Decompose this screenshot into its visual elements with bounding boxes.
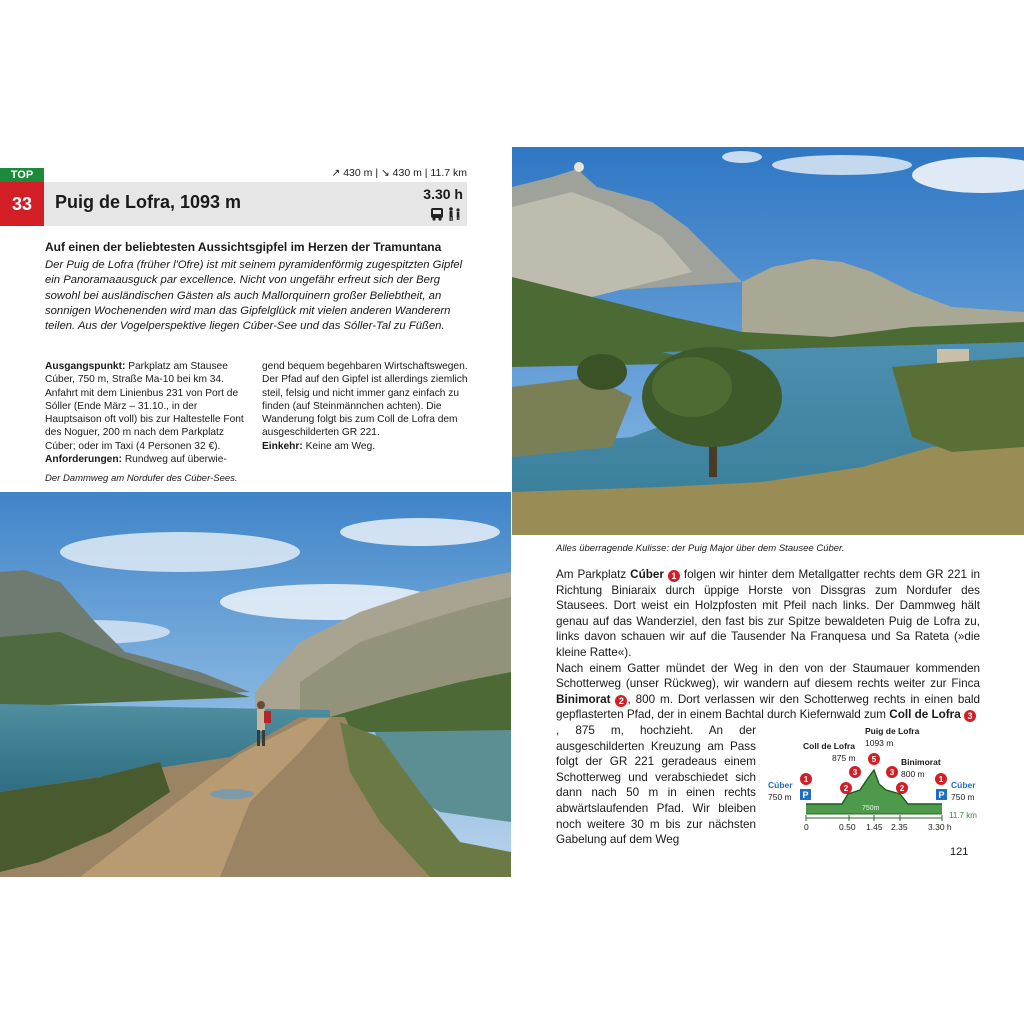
coll-altitude: 875 m: [832, 753, 856, 763]
route-distance: 11.7 km: [949, 811, 977, 820]
binimorat-name: Binimorat: [901, 757, 941, 767]
summit-altitude: 1093 m: [865, 738, 894, 748]
start-label: Ausgangspunkt:: [45, 361, 126, 372]
place-cuber: Cúber: [630, 568, 664, 581]
profile-wp-3b-label: 3: [889, 768, 895, 777]
requirements-continued: gend bequem begehbaren Wirtschaftswegen. Der Pfad auf den Gipfel ist allerdings ziemlich steil, felsig und nicht immer ganz einfach zu finden (auf Steinmännchen achten). Die Wanderung folgt bis zum Coll de Lofra dem ausgeschilderten GR 221.: [262, 361, 468, 439]
x-tick-3: 2.35: [891, 822, 908, 832]
parking-end-label: P: [938, 790, 945, 800]
requirements-label: Anforderungen:: [45, 454, 122, 466]
start-altitude: 750 m: [768, 792, 792, 802]
text-run: , 800 m. Dort verlassen wir den Schotterweg rechts in einen bald gepflasterten Pfad, der in einem Bachtal durch Kiefernwald zum: [556, 692, 981, 722]
profile-wp-1b-label: 1: [938, 775, 944, 784]
bus-hiker-icon: [430, 207, 464, 221]
place-binimorat: Binimorat: [556, 692, 611, 706]
base-altitude-label: 750m: [862, 805, 880, 812]
tour-number-badge: 33: [0, 182, 44, 226]
text-run: , 875 m, hochzieht. An der ausgeschilderten Kreuzung am Pass folgt der GR 221 geradeaus einem Schotterweg und verabschiedet sich dann nach 50 m in einen rechts abwärtslaufenden Pfad. Wir bleiben noch weitere 30 m bis zur nächsten Gabelung auf dem Weg: [556, 724, 756, 847]
tour-duration: 3.30 h: [423, 186, 463, 202]
tour-subtitle: Auf einen der beliebtesten Aussichtsgipfel im Herzen der Tramuntana: [45, 240, 442, 254]
profile-wp-1a-label: 1: [803, 775, 809, 784]
profile-wp-5-label: 5: [871, 755, 877, 764]
tour-intro: Der Puig de Lofra (früher l'Ofre) ist mit seinem pyramidenförmig zugespitzten Gipfel ein Panoramaausguck par excellence. Nicht von ungefähr erfreut sich der Berg sowohl bei ausländischen Gästen als auch Mallorquinern großer Beliebtheit, an sonnigen Wochenenden wird man das Gipfelglück mit vielen anderen Wanderern teilen. Aus der Vogelperspektive liegen Cúber-See und das Sóller-Tal zu Füßen.: [45, 259, 463, 333]
caption-left-photo: Der Dammweg am Nordufer des Cúber-Sees.: [45, 473, 238, 484]
requirements-text: Rundweg auf überwie-: [124, 454, 227, 466]
route-description-continued: [556, 723, 756, 847]
waypoint-3-marker: 3: [964, 710, 976, 722]
top-badge: TOP: [0, 168, 44, 182]
refreshment-text: Keine am Weg.: [305, 440, 376, 452]
info-column-left: [45, 360, 252, 466]
end-altitude: 750 m: [951, 792, 975, 802]
x-tick-4: 3.30 h: [928, 822, 952, 832]
transport-icons: [430, 207, 464, 224]
tour-stats: ↗ 430 m | ↘ 430 m | 11.7 km: [331, 167, 467, 179]
binimorat-altitude: 800 m: [901, 769, 925, 779]
caption-right-photo: Alles überragende Kulisse: der Puig Major über dem Stausee Cúber.: [556, 543, 845, 554]
paragraph-2: [556, 661, 980, 723]
elevation-profile: [762, 722, 982, 837]
coll-name: Coll de Lofra: [803, 741, 855, 751]
tour-title: Puig de Lofra, 1093 m: [55, 192, 242, 212]
paragraph-1: [556, 567, 980, 661]
x-tick-2: 1.45: [866, 822, 883, 832]
photo-dam-path: [0, 492, 511, 877]
start-text: Parkplatz am Stausee Cúber, 750 m, Straße Ma-10 bei km 34. Anfahrt mit dem Linienbus 231 von Port de Sóller (Ende März – 31.10., in der Hauptsaison oft voll) bis zur Haltestelle Font des Noguer, 200 m nach dem Parkplatz Cúber; oder im Taxi (4 Personen 32 €).: [45, 361, 244, 452]
profile-wp-2a-label: 2: [843, 784, 849, 793]
end-name: Cúber: [951, 780, 976, 790]
page-number: 121: [950, 846, 969, 858]
refreshment-label: Einkehr:: [262, 440, 303, 452]
profile-wp-2b-label: 2: [899, 784, 905, 793]
text-run: Nach einem Gatter mündet der Weg in den von der Staumauer kommenden Schotterweg (unser Rückweg), wir wandern auf diesem rechts weiter zur Finca: [556, 661, 980, 691]
place-coll-de-lofra: Coll de Lofra: [889, 708, 961, 722]
route-description: [556, 567, 980, 723]
profile-wp-3a-label: 3: [852, 768, 858, 777]
summit-name: Puig de Lofra: [865, 726, 920, 736]
text-run: Am Parkplatz: [556, 568, 631, 581]
x-tick-1: 0.50: [839, 822, 856, 832]
info-column-right: [262, 360, 468, 453]
start-name: Cúber: [768, 780, 793, 790]
parking-start-label: P: [802, 790, 809, 800]
waypoint-2-marker: 2: [615, 695, 627, 707]
x-tick-0: 0: [804, 822, 809, 832]
waypoint-1-marker: 1: [668, 570, 680, 582]
photo-puig-major: [512, 147, 1024, 535]
text-run: folgen wir hinter dem Metallgatter rechts dem GR 221 in Richtung Biniaraix durch üppige Horste von Dissgras zum Nordufer des Stausees. Dort weist ein Holzpfosten mit Pfeil nach links. Der Dammweg hält genau auf das Wanderziel, den fast bis zur Spitze bewaldeten Puig de Lofra zu, links davon schauen wir auf die Tausender Na Franquesa und Sa Rateta (»die kleine Ratte«).: [556, 568, 980, 659]
